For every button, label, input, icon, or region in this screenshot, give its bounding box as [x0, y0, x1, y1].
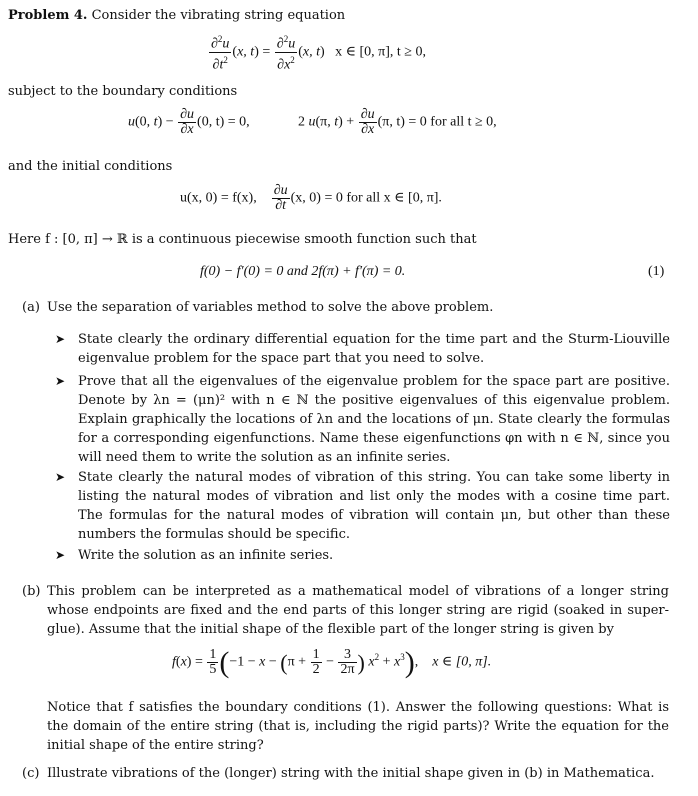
problem-intro: Consider the vibrating string equation	[91, 8, 346, 23]
part-b-notice: Notice that f satisfies the boundary conditions (1). Answer the following questions: What is the domain of the entire string (that is, including the rigid parts)? Write the equation for the initial shape of the entire string?	[47, 700, 669, 753]
subject-bc-text: subject to the boundary conditions	[8, 84, 238, 99]
part-b-label: (b)	[22, 584, 41, 599]
bullet-arrow-icon: ➤	[55, 548, 66, 562]
part-a-label: (a)	[22, 300, 40, 315]
part-c-text: Illustrate vibrations of the (longer) string with the initial shape given in (b) in Mathematica.	[47, 766, 655, 781]
part-a-text: Use the separation of variables method to solve the above problem.	[47, 300, 494, 315]
condition-1: f(0) − f′(0) = 0 and 2f(π) + f′(π) = 0.	[200, 264, 406, 279]
initial-conditions: u(x, 0) = f(x), $\frac{\partial u}{\partial t}$ (x, 0) = 0 for all x ∈ [0, π].	[180, 183, 442, 213]
wave-domain: x ∈ [0, π], t ≥ 0,	[335, 44, 426, 60]
part-a-item-4: Write the solution as an infinite series.	[78, 548, 334, 563]
and-ic-text: and the initial conditions	[8, 159, 173, 174]
here-text: Here f : [0, π] → ℝ is a continuous piecewise smooth function such that	[8, 232, 477, 247]
boundary-condition-right: 2 u(π, t) + $\frac{\partial u}{\partial x}$ (π, t) = 0 for all t ≥ 0,	[298, 107, 497, 137]
part-b-text: This problem can be interpreted as a mathematical model of vibrations of a longer string whose endpoints are fixed and the end parts of this longer string are rigid (soaked in super-glue). Assume that the initial shape of the flexible part of the longer string is given by	[47, 584, 669, 637]
bc-right-tail: (π, t) = 0 for all t ≥ 0,	[377, 114, 497, 130]
part-a-item-2: Prove that all the eigenvalues of the eigenvalue problem for the space part are positive. Denote by λn = (μn)² with n ∈ ℕ the positive eigenvalues of this eigenvalue problem. Explain graphically the locations of λn and the locations of μn. State clearly the formulas for a corresponding eigenfunctions. Name these eigenfunctions φn with n ∈ ℕ, since you will need them to write the solution as an infinite series.	[78, 374, 670, 465]
ic-left: u(x, 0) = f(x),	[180, 190, 257, 206]
problem-header	[8, 6, 345, 25]
bc-left-tail: (0, t) = 0,	[197, 114, 250, 130]
equation-number-1: (1)	[648, 264, 665, 279]
ic-right-tail: (x, 0) = 0 for all x ∈ [0, π].	[290, 190, 442, 206]
wave-equation: $\frac{\partial^2u}{\partial t^2}$ (x, t) = $\frac{\partial^2u}{\partial x^2}$ (x, t) x ∈ [0, π], t ≥ 0,	[211, 34, 426, 73]
part-a-item-1: State clearly the ordinary differential equation for the time part and the Sturm-Liouville eigenvalue problem for the space part that you need to solve.	[78, 332, 670, 366]
initial-shape-equation: f(x) = $\frac{1}{5}$ (−1 − x − (π + $\frac{1}{2}$ − $\frac{3}{2\pi}$ ) $x^2 + x^3$), x ∈ [0, π].	[172, 646, 492, 679]
boundary-condition-left: u(0, t) − $\frac{\partial u}{\partial x}$ (0, t) = 0,	[128, 107, 250, 137]
f-domain: x ∈ [0, π].	[432, 654, 492, 670]
problem-label: Problem 4.	[8, 8, 88, 23]
bullet-arrow-icon: ➤	[55, 470, 66, 484]
bullet-arrow-icon: ➤	[55, 374, 66, 388]
part-c-label: (c)	[22, 766, 40, 781]
bullet-arrow-icon: ➤	[55, 332, 66, 346]
part-a-item-3: State clearly the natural modes of vibration of this string. You can take some liberty in listing the natural modes of vibration and list only the modes with a cosine time part. The formulas for the natural modes of vibration will contain μn, but other than these numbers the formulas should be specific.	[78, 470, 670, 542]
